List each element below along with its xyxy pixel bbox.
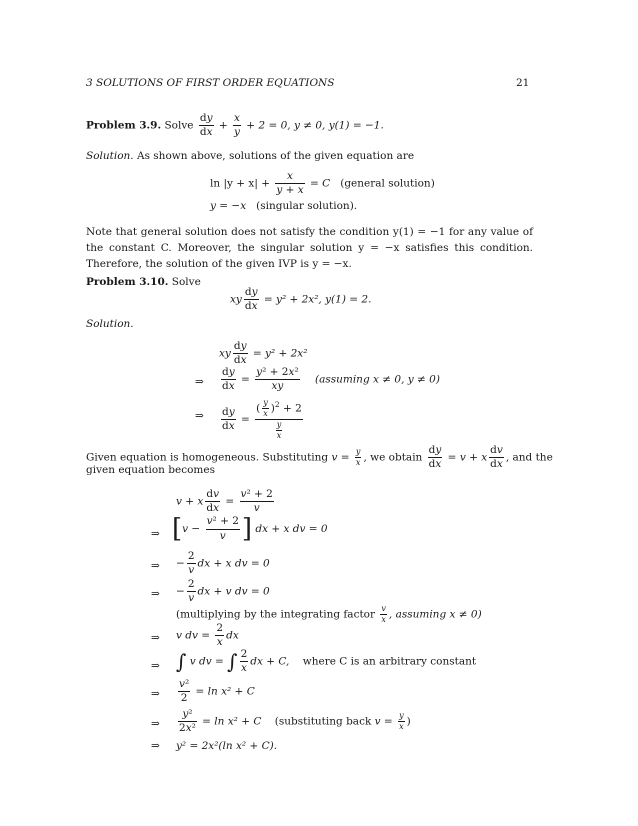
problem-heading: Problem 3.9. <box>86 119 162 132</box>
implies-arrow: ⇒ <box>151 528 160 540</box>
implies-arrow: ⇒ <box>151 660 160 672</box>
solution-label-3-10: Solution. <box>86 318 134 330</box>
deriv-line-7: ∫ v dv = ∫ $\frac{2}{x}$ dx + C, where C is an arbitrary constant <box>176 648 477 675</box>
solution-intro: Solution. As shown above, solutions of the given equation are <box>86 150 415 162</box>
step-3: $\frac{dy}{dx}$ = ( $\frac{y}{x}$ )$^2$ + 2 $\frac{y}{x}$ <box>222 398 302 440</box>
implies-arrow: ⇒ <box>151 560 160 572</box>
deriv-line-3: − $\frac{2}{v}$ dx + x dv = 0 <box>176 550 270 577</box>
deriv-line-5: (multiplying by the integrating factor $\frac{v}{x}$ , assuming x ≠ 0) <box>176 604 482 624</box>
deriv-line-8: $\frac{\text{v²}}{2}$ = ln x² + C <box>179 678 255 705</box>
implies-arrow: ⇒ <box>151 688 160 700</box>
implies-arrow: ⇒ <box>151 740 160 752</box>
deriv-line-6: v dv = $\frac{2}{x}$ dx <box>176 622 239 649</box>
deriv-line-2: [v − $\frac{\text{v² + 2}}{v}$ ] dx + x dv = 0 <box>172 514 328 544</box>
deriv-line-9: $\frac{\text{y²}}{\text{2x²}}$ = ln x² + C (substituting back v = $\frac{y}{x}$ ) <box>179 708 411 735</box>
implies-arrow: ⇒ <box>151 718 160 730</box>
problem-3-10-heading: Problem 3.10. Solve <box>86 276 201 288</box>
homogeneous-line-2: given equation becomes <box>86 464 215 476</box>
running-header: 3 SOLUTIONS OF FIRST ORDER EQUATIONS <box>86 77 335 89</box>
step-2: $\frac{dy}{dx}$ = $\frac{\text{y² + 2x²}}{xy}$ (assuming x ≠ 0, y ≠ 0) <box>222 366 440 393</box>
general-solution: ln |y + x| + $\frac{x}{y + x}$ = C (general solution) <box>210 170 435 197</box>
homogeneous-line: Given equation is homogeneous. Substituting v = $\frac{y}{x}$ , we obtain $\frac{dy}{dx}$ = v + x $\frac{dv}{dx}$ , and the <box>86 444 553 471</box>
implies-arrow: ⇒ <box>151 632 160 644</box>
singular-solution: y = −x (singular solution). <box>210 200 358 212</box>
problem-3-10-equation: xy $\frac{dy}{dx}$ = y² + 2x², y(1) = 2. <box>230 286 372 313</box>
page-number: 21 <box>516 77 530 89</box>
deriv-line-10: y² = 2x²(ln x² + C). <box>176 740 278 752</box>
step-1: xy $\frac{dy}{dx}$ = y² + 2x² <box>219 340 308 367</box>
problem-3-9-note: Note that general solution does not satisfy the condition y(1) = −1 for any value of the constant C. Moreover, the singular solution y = −x satisfies this condition. Therefore, the solution of the given IVP is y = −x. <box>86 226 533 270</box>
implies-arrow: ⇒ <box>195 376 204 388</box>
deriv-line-1: v + x $\frac{dv}{dx}$ = $\frac{\text{v² + 2}}{v}$ <box>176 488 273 515</box>
deriv-line-4: − $\frac{2}{v}$ dx + v dv = 0 <box>176 578 270 605</box>
implies-arrow: ⇒ <box>151 588 160 600</box>
problem-3-9-statement: Problem 3.9. Solve $\frac{dy}{dx}$ + $\frac{x}{y}$ + 2 = 0, y ≠ 0, y(1) = −1. <box>86 112 384 139</box>
implies-arrow: ⇒ <box>195 410 204 422</box>
